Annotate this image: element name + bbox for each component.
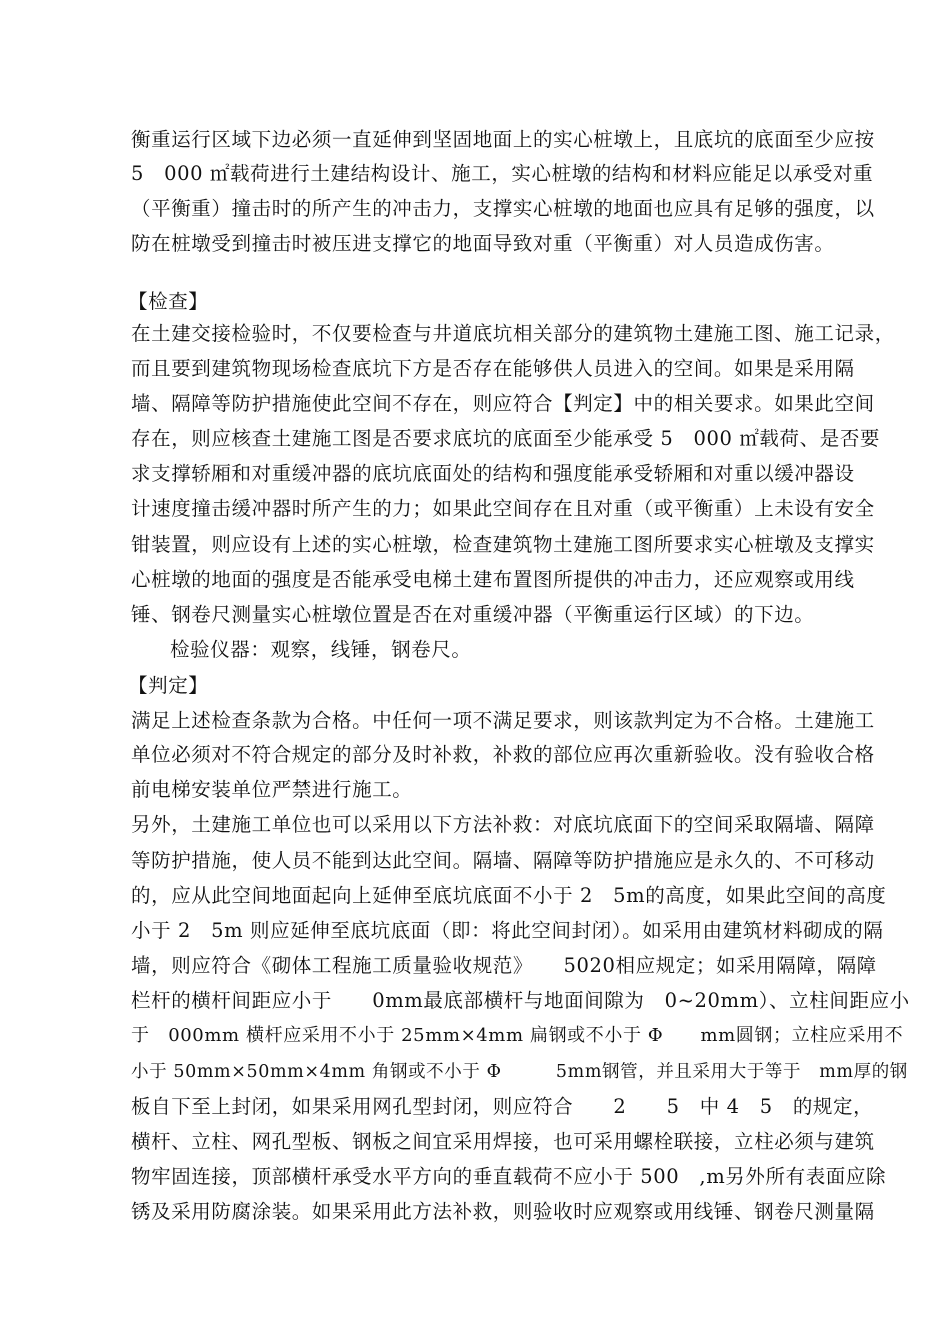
remedy-line-5: 墙，则应符合《砌体工程施工质量验收规范》 5020相应规定；如采用隔障，隔障 (131, 954, 877, 977)
paragraph1-line-4: 防在桩墩受到撞击时被压进支撑它的地面导致对重（平衡重）对人员造成伤害。 (131, 232, 835, 255)
remedy-line-2: 等防护措施，使人员不能到达此空间。隔墙、隔障等防护措施应是永久的、不可移动 (131, 849, 875, 872)
check-line-5: 求支撑轿厢和对重缓冲器的底坑底面处的结构和强度能承受轿厢和对重以缓冲器设 (131, 462, 855, 485)
check-line-4: 存在，则应核查土建施工图是否要求底坑的底面至少能承受 5 000 ㎡载荷、是否要 (131, 427, 881, 450)
check-heading: 【检查】 (128, 290, 209, 313)
check-line-1: 在土建交接检验时，不仅要检查与井道底坑相关部分的建筑物土建施工图、施工记录， (131, 322, 895, 345)
remedy-line-9: 板自下至上封闭，如果采用网孔型封闭，则应符合 2 5 中 4 5 的规定， (131, 1095, 874, 1118)
instruments-line: 检验仪器：观察，线锤，钢卷尺。 (170, 638, 472, 661)
remedy-line-4: 小于 2 5m 则应延伸至底坑底面（即：将此空间封闭）。如采用由建筑材料砌成的隔 (131, 919, 884, 942)
remedy-line-3: 的，应从此空间地面起向上延伸至底坑底面不小于 2 5m的高度，如果此空间的高度 (131, 884, 887, 907)
remedy-line-12: 锈及采用防腐涂装。如果采用此方法补救，则验收时应观察或用线锤、钢卷尺测量隔 (131, 1200, 875, 1223)
remedy-line-8: 小于 50mm×50mm×4mm 角钢或不小于 Φ 5mm钢管，并且采用大于等于 mm厚的钢 (131, 1062, 908, 1082)
check-line-6: 计速度撞击缓冲器时所产生的力；如果此空间存在且对重（或平衡重）上未设有安全 (131, 497, 875, 520)
judge-line-3: 前电梯安装单位严禁进行施工。 (131, 778, 413, 801)
remedy-line-1: 另外，土建施工单位也可以采用以下方法补救：对底坑底面下的空间采取隔墙、隔障 (131, 813, 875, 836)
check-line-3: 墙、隔障等防护措施使此空间不存在，则应符合【判定】中的相关要求。如果此空间 (131, 392, 875, 415)
judge-heading: 【判定】 (128, 674, 209, 697)
check-line-8: 心桩墩的地面的强度是否能承受电梯土建布置图所提供的冲击力，还应观察或用线 (131, 568, 855, 591)
remedy-line-7: 于 000mm 横杆应采用不小于 25mm×4mm 扁钢或不小于 Φ mm圆钢；立柱应采用不 (131, 1025, 904, 1046)
paragraph1-line-1: 衡重运行区域下边必须一直延伸到坚固地面上的实心桩墩上，且底坑的底面至少应按 (131, 128, 875, 151)
remedy-line-10: 横杆、立柱、网孔型板、钢板之间宜采用焊接，也可采用螺栓联接，立柱必须与建筑 (131, 1130, 875, 1153)
judge-line-2: 单位必须对不符合规定的部分及时补救，补救的部位应再次重新验收。没有验收合格 (131, 743, 875, 766)
check-line-9: 锤、钢卷尺测量实心桩墩位置是否在对重缓冲器（平衡重运行区域）的下边。 (131, 603, 815, 626)
paragraph1-line-2: 5 000 ㎡载荷进行土建结构设计、施工，实心桩墩的结构和材料应能足以承受对重 (131, 162, 874, 185)
remedy-line-11: 物牢固连接，顶部横杆承受水平方向的垂直载荷不应小于 500 ,m另外所有表面应除 (131, 1165, 887, 1188)
judge-line-1: 满足上述检查条款为合格。中任何一项不满足要求，则该款判定为不合格。土建施工 (131, 709, 875, 732)
check-line-7: 钳装置，则应设有上述的实心桩墩，检查建筑物土建施工图所要求实心桩墩及支撑实 (131, 533, 875, 556)
remedy-line-6: 栏杆的横杆间距应小于 0mm最底部横杆与地面间隙为 0~20mm）、立柱间距应小 (131, 989, 910, 1012)
paragraph1-line-3: （平衡重）撞击时的所产生的冲击力，支撑实心桩墩的地面也应具有足够的强度，以 (131, 197, 875, 220)
check-line-2: 而且要到建筑物现场检查底坑下方是否存在能够供人员进入的空间。如果是采用隔 (131, 357, 855, 380)
